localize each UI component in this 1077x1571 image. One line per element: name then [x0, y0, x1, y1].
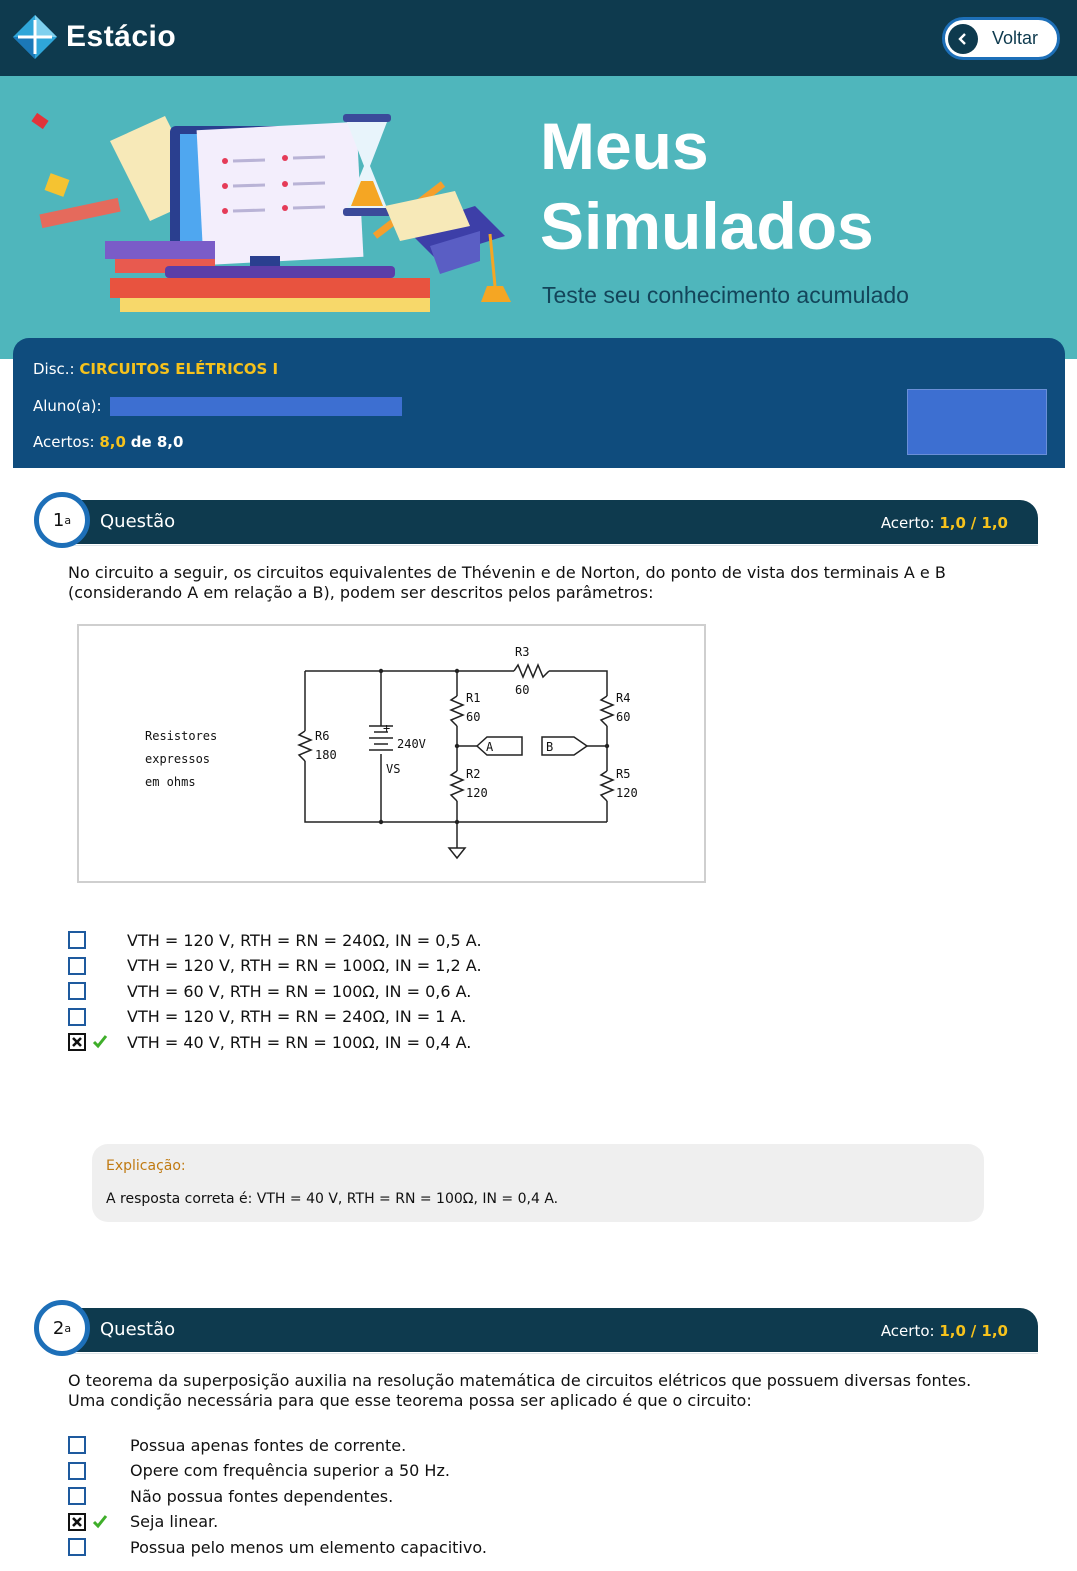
score-label: Acerto: — [880, 1322, 935, 1340]
answer-option-text: VTH = 40 V, RTH = RN = 100Ω, IN = 0,4 A. — [127, 1032, 472, 1052]
question-text-line2: Uma condição necessária para que esse teorema possa ser aplicado é que o circuito: — [68, 1390, 752, 1410]
checkbox-checked[interactable] — [68, 1513, 86, 1531]
label-r6: R6 — [315, 729, 330, 743]
checkbox[interactable] — [68, 1462, 86, 1480]
discipline-value: CIRCUITOS ELÉTRICOS I — [79, 360, 279, 378]
question-label: Questão — [100, 511, 176, 532]
hero-title-line1: Meus — [540, 109, 709, 183]
hero-title — [540, 106, 874, 266]
hero-subtitle: Teste seu conhecimento acumulado — [542, 282, 909, 308]
estacio-diamond-icon — [12, 14, 58, 60]
question-number-badge — [28, 1294, 98, 1362]
label-r5-value: 120 — [616, 786, 638, 800]
label-r5: R5 — [616, 767, 631, 781]
question-text-line1: O teorema da superposição auxilia na resolução matemática de circuitos elétricos que possuem diversas fontes. — [68, 1371, 972, 1390]
question-1-text — [68, 563, 1028, 602]
label-r3: R3 — [515, 645, 530, 659]
answer-option-text: VTH = 120 V, RTH = RN = 240Ω, IN = 0,5 A. — [127, 930, 482, 950]
question-1-header — [28, 486, 1038, 556]
score-total: / 1,0 — [970, 514, 1008, 532]
student-label: Aluno(a): — [33, 397, 102, 415]
checkbox[interactable] — [68, 982, 86, 1000]
circuit-schematic — [79, 626, 704, 881]
answer-option-text: Seja linear. — [130, 1512, 219, 1531]
answer-option[interactable] — [68, 980, 472, 1002]
label-terminal-a: A — [486, 740, 494, 754]
checkbox[interactable] — [68, 1008, 86, 1026]
checkbox[interactable] — [68, 1538, 86, 1556]
label-r3-value: 60 — [515, 683, 530, 697]
answer-option[interactable] — [68, 929, 482, 951]
hero-banner — [0, 76, 1077, 359]
checkbox-checked[interactable] — [68, 1033, 86, 1051]
top-bar — [0, 0, 1077, 76]
label-r1-value: 60 — [466, 710, 481, 724]
label-r6-value: 180 — [315, 748, 337, 762]
checkbox[interactable] — [68, 931, 86, 949]
score-value: 1,0 — [939, 1322, 966, 1340]
circuit-diagram — [77, 624, 706, 883]
question-2-text — [68, 1371, 1028, 1410]
question-label: Questão — [100, 1319, 176, 1340]
answer-option[interactable] — [68, 1434, 407, 1456]
answer-option[interactable] — [68, 1485, 394, 1507]
divider — [58, 545, 1038, 546]
student-name-redacted — [110, 397, 402, 416]
answer-option[interactable] — [68, 955, 482, 977]
question-number: 1 — [52, 509, 65, 531]
hero-title-line2: Simulados — [540, 189, 874, 263]
question-score — [881, 514, 1008, 532]
answer-option[interactable] — [68, 1536, 487, 1558]
student-info-panel — [13, 338, 1065, 468]
label-r1: R1 — [466, 691, 481, 705]
hits-label: Acertos: — [33, 433, 95, 451]
caption-line-1: Resistores — [145, 729, 218, 743]
study-illustration-icon — [25, 96, 525, 331]
label-r2-value: 120 — [466, 786, 488, 800]
answer-option-text: Possua apenas fontes de corrente. — [130, 1435, 407, 1455]
back-button-label: Voltar — [992, 28, 1039, 48]
divider — [58, 1353, 1038, 1354]
question-number: 2 — [52, 1317, 65, 1339]
question-2-header — [28, 1294, 1038, 1364]
checkbox[interactable] — [68, 1436, 86, 1454]
estacio-logo[interactable] — [12, 14, 176, 60]
label-r2: R2 — [466, 767, 481, 781]
checkbox[interactable] — [68, 1487, 86, 1505]
question-score — [881, 1322, 1008, 1340]
question-ordinal: a — [64, 513, 72, 527]
chevron-left-icon — [948, 24, 978, 54]
answer-option-text: VTH = 120 V, RTH = RN = 100Ω, IN = 1,2 A. — [127, 956, 482, 975]
answer-option[interactable] — [68, 1031, 472, 1053]
question-ordinal: a — [64, 1321, 72, 1335]
hits-total: de 8,0 — [130, 433, 184, 451]
correct-check-icon — [92, 1033, 108, 1049]
label-r4: R4 — [616, 691, 631, 705]
answer-option-text: VTH = 60 V, RTH = RN = 100Ω, IN = 0,6 A. — [127, 981, 472, 1001]
label-source-name: VS — [386, 762, 401, 776]
question-number-badge — [28, 486, 98, 554]
hits-row — [33, 433, 183, 451]
discipline-row — [33, 360, 278, 378]
brand-name: Estácio — [66, 20, 177, 53]
score-label: Acerto: — [880, 514, 935, 532]
score-value: 1,0 — [939, 514, 966, 532]
question-text-line1: No circuito a seguir, os circuitos equivalentes de Thévenin e de Norton, do ponto de vista dos terminais A e B — [68, 563, 946, 582]
explanation-text: A resposta correta é: VTH = 40 V, RTH = RN = 100Ω, IN = 0,4 A. — [106, 1191, 559, 1207]
label-r4-value: 60 — [616, 710, 631, 724]
student-photo-redacted — [907, 389, 1047, 455]
answer-option[interactable] — [68, 1006, 467, 1028]
explanation-box — [92, 1144, 984, 1222]
answer-option-text: Não possua fontes dependentes. — [130, 1486, 394, 1506]
answer-option[interactable] — [68, 1460, 450, 1482]
caption-line-2: expressos — [145, 752, 211, 766]
caption-line-3: em ohms — [145, 775, 196, 789]
correct-check-icon — [92, 1513, 108, 1529]
x-mark-icon — [70, 1035, 84, 1049]
hits-value: 8,0 — [99, 433, 126, 451]
label-terminal-b: B — [546, 740, 554, 754]
answer-option-text: VTH = 120 V, RTH = RN = 240Ω, IN = 1 A. — [127, 1007, 467, 1026]
label-source-plus: + — [383, 721, 391, 735]
discipline-label: Disc.: — [33, 360, 75, 378]
checkbox[interactable] — [68, 957, 86, 975]
back-button[interactable] — [942, 17, 1060, 60]
student-row — [33, 397, 402, 416]
answer-option-text: Opere com frequência superior a 50 Hz. — [130, 1461, 450, 1480]
label-source: 240V — [397, 737, 426, 751]
answer-option-text: Possua pelo menos um elemento capacitivo. — [130, 1537, 487, 1557]
score-total: / 1,0 — [970, 1322, 1008, 1340]
explanation-title: Explicação: — [106, 1158, 186, 1174]
question-text-line2: (considerando A em relação a B), podem ser descritos pelos parâmetros: — [68, 582, 654, 602]
answer-option[interactable] — [68, 1511, 219, 1533]
x-mark-icon — [70, 1515, 84, 1529]
